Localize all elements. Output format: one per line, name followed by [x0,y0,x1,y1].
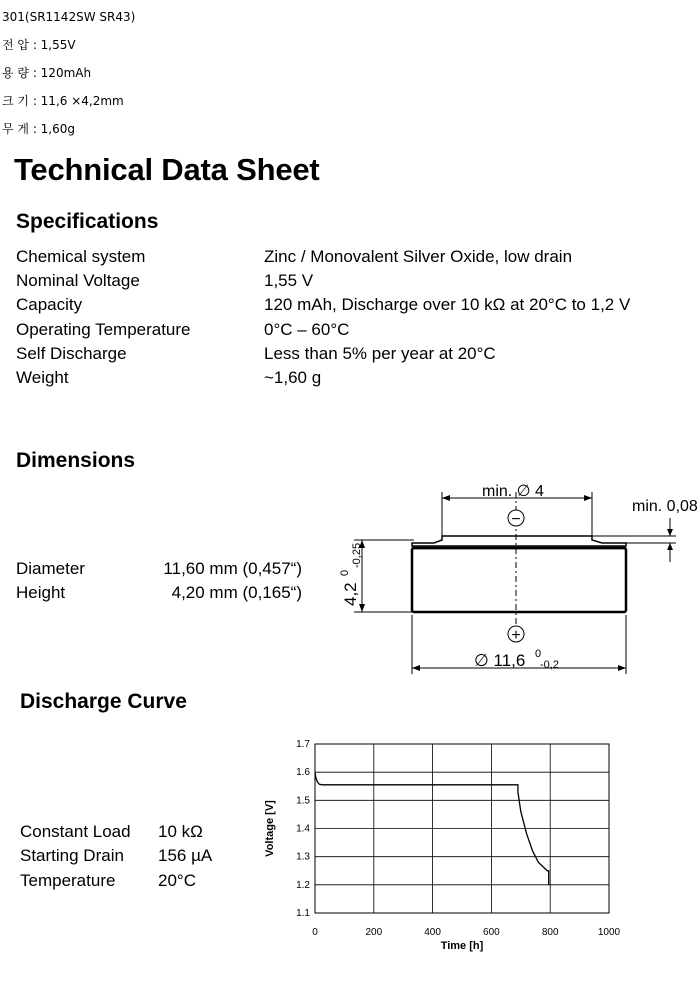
specifications-heading: Specifications [16,210,159,233]
diameter-dimension-value: ∅ 11,6 [474,651,526,670]
capacity-line: 용 량 : 120mAh [2,66,92,80]
y-tick-label: 1.6 [296,767,310,779]
dimensions-heading: Dimensions [16,449,136,472]
y-tick-label: 1.4 [296,823,310,835]
spec-value: Less than 5% per year at 20°C [264,344,496,363]
x-tick-label: 1000 [597,927,621,938]
spec-label: Capacity [16,295,83,314]
y-tick-label: 1.1 [296,908,310,919]
spec-value: 120 mAh, Discharge over 10 kΩ at 20°C to 1,2 V [264,295,631,314]
diameter-tolerance-upper: 0 [535,648,542,660]
size-line: 크 기 : 11,6 ×4,2mm [2,94,124,108]
y-tick-label: 1.2 [296,879,310,891]
height-tolerance-upper: 0 [339,569,351,576]
spec-label: Nominal Voltage [16,271,140,290]
x-tick-label: 0 [312,927,318,938]
discharge-label: Temperature [20,871,116,890]
x-tick-label: 400 [424,927,441,938]
minus-terminal-icon: − [511,511,521,528]
diameter-tolerance-lower: -0,2 [540,659,559,671]
spec-value: 1,55 V [264,271,314,290]
spec-label: Chemical system [16,247,146,266]
dim-value: 11,60 mm (0,457“) [163,559,302,578]
model-line: 301(SR1142SW SR43) [2,10,136,24]
discharge-value: 156 µA [158,846,213,865]
dim-label: Diameter [16,559,85,578]
height-tolerance-lower: -0,25 [351,542,363,568]
min-diameter-label: min. ∅ 4 [482,483,544,500]
spec-value: Zinc / Monovalent Silver Oxide, low drain [264,247,573,266]
x-tick-label: 600 [483,927,500,938]
spec-value: 0°C – 60°C [264,320,350,339]
min-offset-label: min. 0,08 [632,498,698,515]
x-axis-label: Time [h] [440,940,484,952]
voltage-line: 전 압 : 1,55V [2,38,76,52]
spec-label: Self Discharge [16,344,127,363]
dim-label: Height [16,583,66,602]
discharge-value: 20°C [158,871,196,890]
x-tick-label: 800 [541,927,559,938]
discharge-heading: Discharge Curve [20,690,187,713]
y-tick-label: 1.5 [296,795,310,807]
dim-value: 4,20 mm (0,165“) [171,583,302,602]
discharge-value: 10 kΩ [158,822,203,841]
discharge-chart [255,730,635,960]
y-tick-label: 1.3 [296,851,310,863]
spec-value: ~1,60 g [264,368,322,387]
x-tick-label: 200 [365,927,383,938]
plus-terminal-icon: + [511,627,521,644]
discharge-label: Constant Load [20,822,131,841]
page-title: Technical Data Sheet [14,152,320,187]
y-tick-label: 1.7 [296,739,310,750]
height-dimension-value: 4,2 [341,582,360,606]
battery-dimension-drawing [330,470,700,680]
discharge-label: Starting Drain [20,846,124,865]
spec-label: Operating Temperature [16,320,191,339]
y-axis-label: Voltage [V] [264,800,276,857]
weight-line: 무 게 : 1,60g [2,122,76,136]
spec-label: Weight [16,368,69,387]
